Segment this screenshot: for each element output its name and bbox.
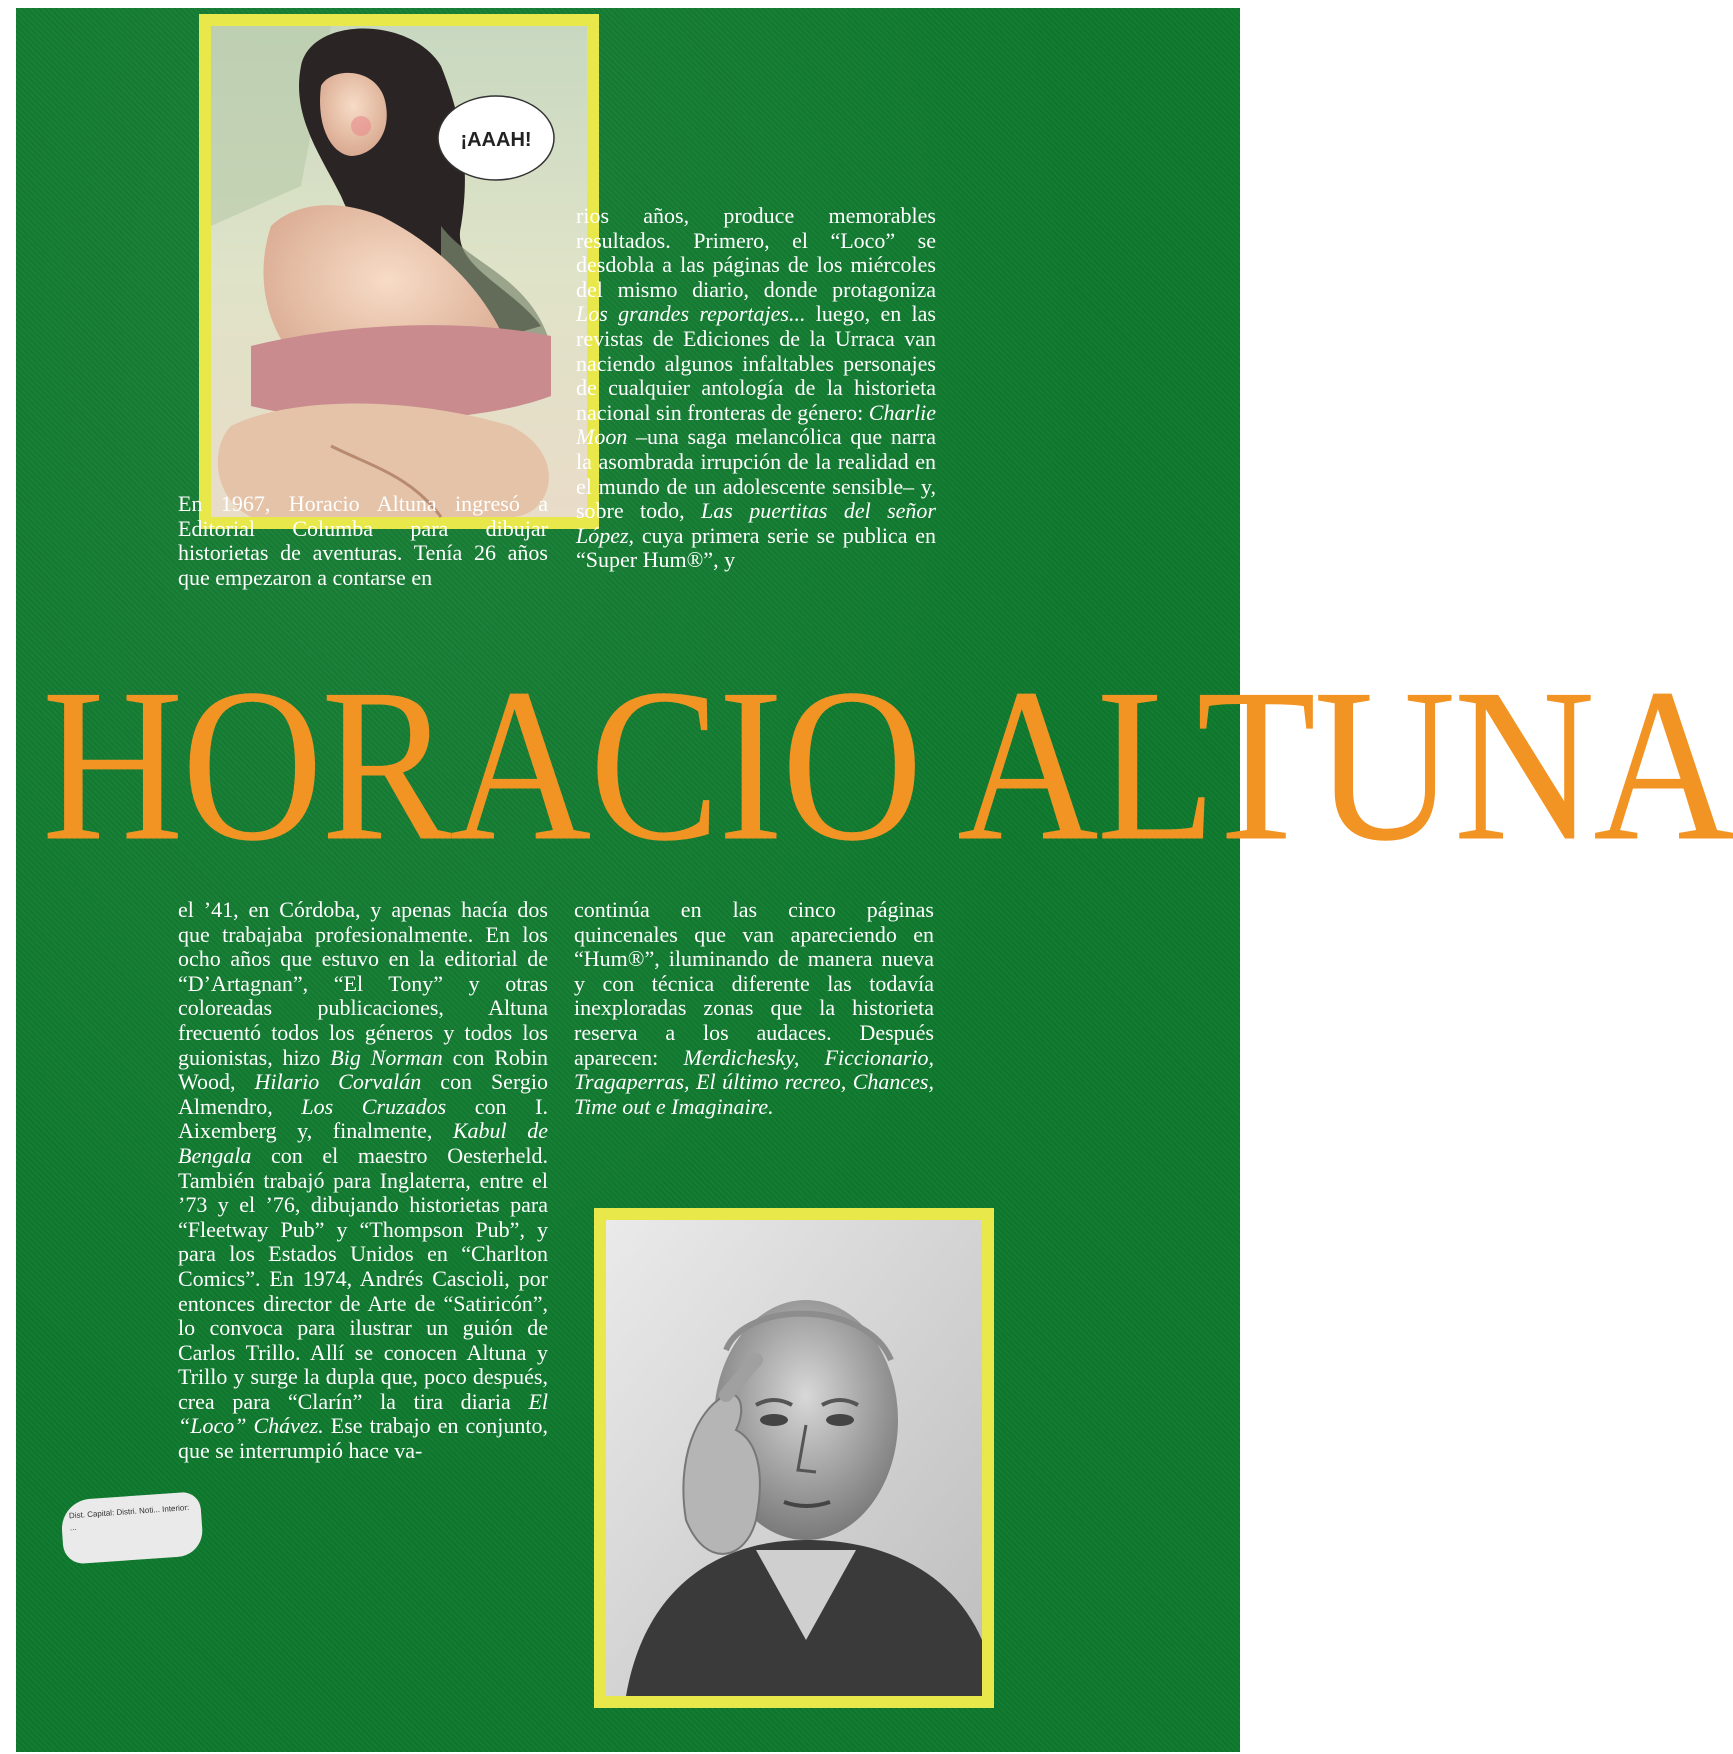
col2-top-part-4: cuya primera serie se publica en “Super Hum®”, y [576, 522, 936, 573]
comic-panel-illustration [211, 26, 587, 517]
col1-bottom-italic-2: Hilario Corvalán [254, 1069, 422, 1095]
column-1-bottom-text [178, 898, 548, 1464]
col1-bottom-part-d: con I. Aixemberg y, finalmente, [178, 1093, 549, 1144]
col2-bottom-part-a: continúa en las cinco páginas quincenales que van apareciendo en “Hum®”, iluminando de manera nueva y con técnica diferente las todavía inexploradas zonas que la historieta reserva a los audaces. Después aparecen: [574, 897, 934, 1070]
col1-bottom-part-b: con Robin Wood, [178, 1044, 548, 1095]
portrait-frame [594, 1208, 994, 1708]
col2-top-part-3: –una saga melancólica que narra la asombrada irrupción de la realidad en el mundo de un adolescente sensible– y, sobre todo, [576, 424, 936, 524]
distribution-sticker: Dist. Capital: Distri. Noti... Interior: ... [60, 1491, 204, 1565]
col1-bottom-part-f: Ese trabajo en conjunto, que se interrumpió hace va- [178, 1413, 548, 1464]
column-2-top-text [576, 204, 936, 573]
page-title: HORACIO ALTUNA [42, 643, 1733, 887]
col2-top-italic-3: Las puertitas del señor López, [576, 498, 936, 548]
portrait-photograph [606, 1220, 982, 1696]
col1-bottom-italic-5: El “Loco” Chávez. [178, 1388, 548, 1439]
col2-top-italic-1: Los grandes reportajes... [576, 301, 806, 327]
col1-bottom-italic-3: Los Cruzados [301, 1093, 447, 1119]
magazine-page [16, 8, 1733, 1752]
column-2-bottom-text [574, 898, 934, 1119]
col1-bottom-part-a: el ’41, en Córdoba, y apenas hacía dos que trabajaba profesionalmente. En los ocho años que estuvo en la editorial de “D’Artagnan”, “El Tony” y otras coloreadas publicaciones, Altuna frecuentó todos los géneros y todos los guionistas, hizo [178, 897, 548, 1070]
col1-top-paragraph: En 1967, Horacio Altuna ingresó a Editorial Columba para dibujar historietas de aventuras. Tenía 26 años que empezaron a contarse en [178, 491, 548, 590]
comic-panel-frame [199, 14, 599, 529]
col1-bottom-italic-4: Kabul de Bengala [178, 1118, 548, 1168]
speech-bubble-text: ¡AAAH! [460, 129, 532, 151]
portrait-svg [606, 1220, 982, 1696]
col1-bottom-italic-1: Big Norman [330, 1044, 443, 1070]
col1-bottom-part-e: con el maestro Oesterheld. También trabajó para Inglaterra, entre el ’73 y el ’76, dibujando historietas para “Fleetway Pub” y “Thompson Pub”, y para los Estados Unidos en “Charlton Comics”. En 1974, Andrés Cascioli, por entonces director de Arte de “Satiricón”, lo convoca para ilustrar un guión de Carlos Trillo. Allí se conocen Altuna y Trillo y surge la dupla que, poco después, crea para “Clarín” la tira diaria [178, 1142, 548, 1414]
col1-bottom-part-c: con Sergio Almendro, [178, 1069, 548, 1119]
comic-illustration-svg [211, 26, 587, 517]
col2-bottom-italic-1: Merdichesky, Ficcionario, Tragaperras, El último recreo, Chances, Time out e Imaginaire. [574, 1044, 934, 1119]
col2-top-part-1: rios años, produce memorables resultados. Primero, el “Loco” se desdobla a las páginas de los miércoles del mismo diario, donde protagoniza [576, 203, 936, 302]
column-1-top-text [178, 492, 548, 590]
col2-top-part-2: luego, en las revistas de Ediciones de la Urraca van naciendo algunos infaltables personajes de cualquier antología de la historieta nacional sin fronteras de género: [576, 301, 936, 425]
col2-top-italic-2: Charlie Moon [576, 399, 936, 450]
